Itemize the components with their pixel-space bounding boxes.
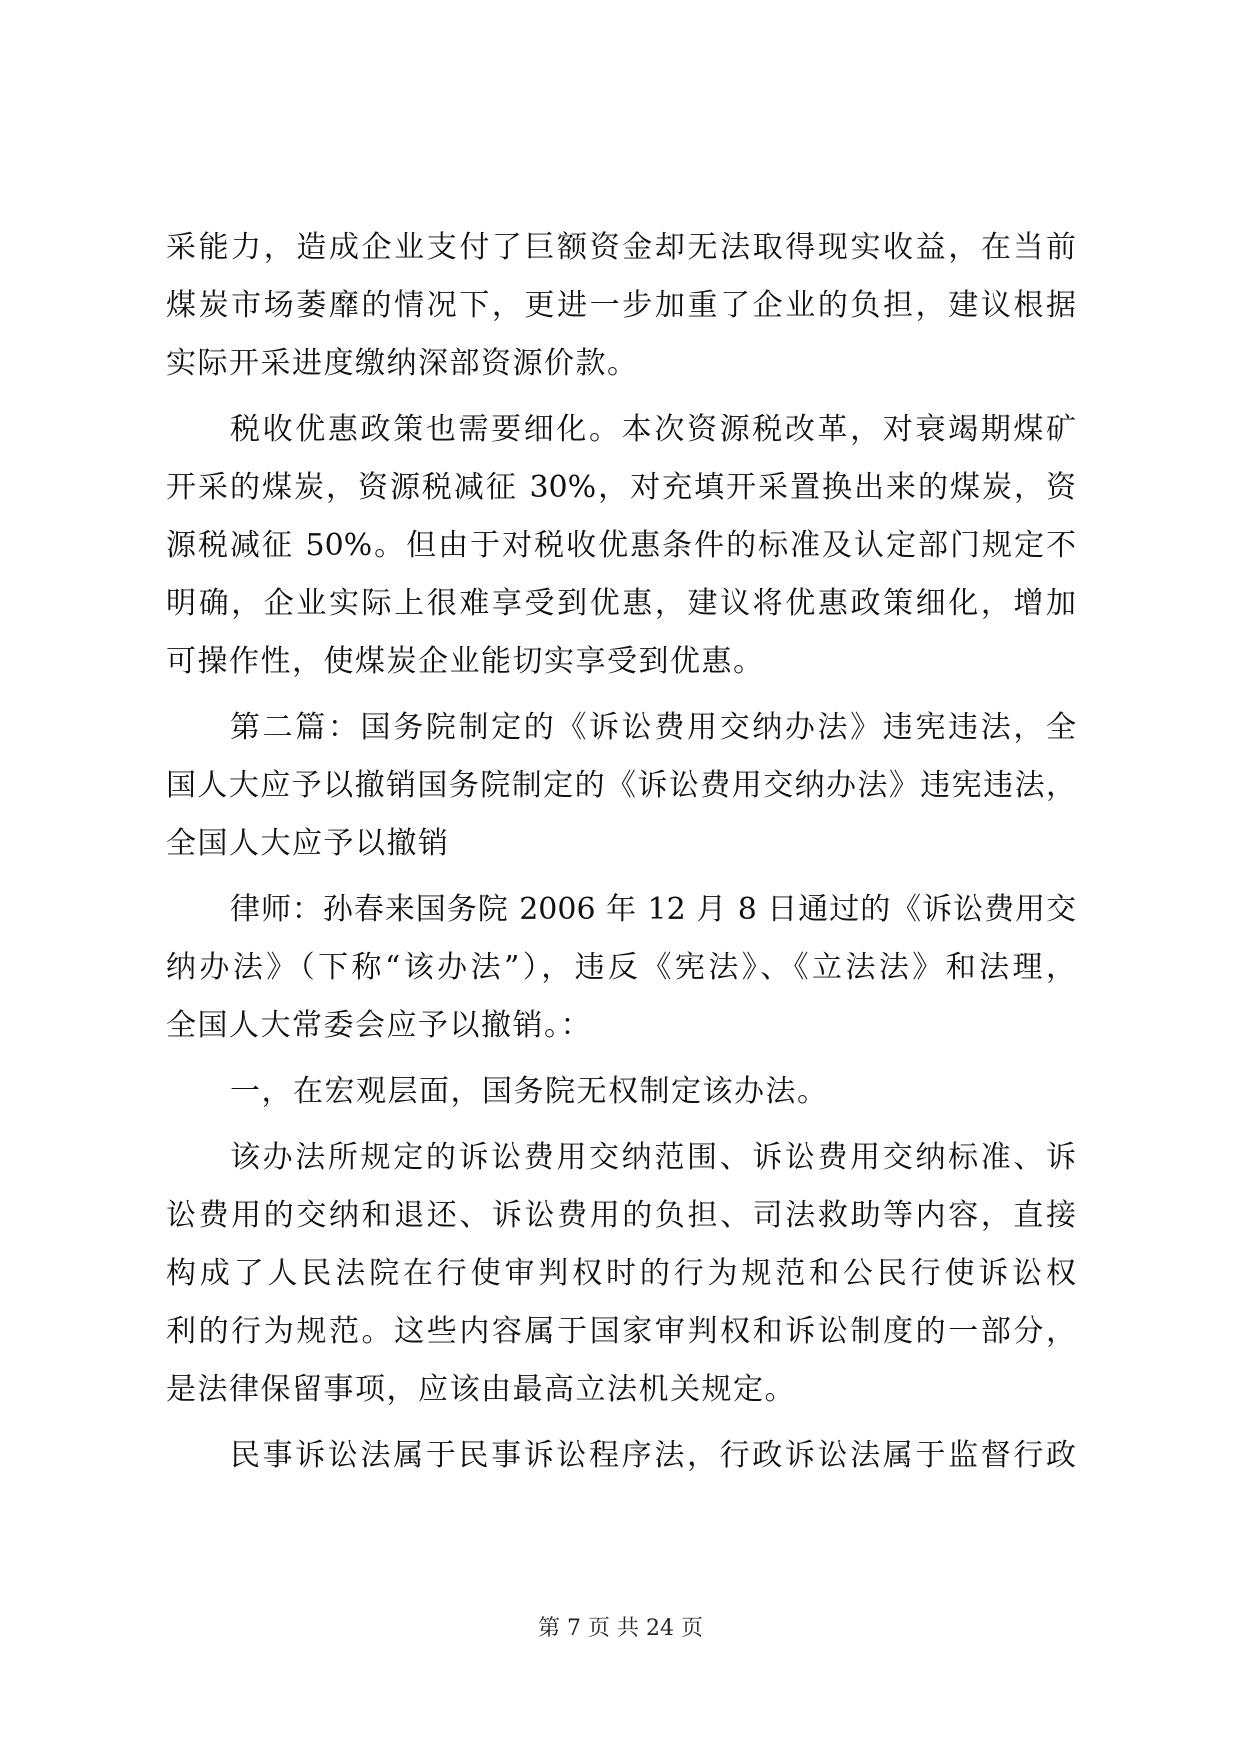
- text-line: 一，在宏观层面，国务院无权制定该办法。: [230, 1074, 829, 1109]
- text-line: 构成了人民法院在行使审判权时的行为规范和公民行使诉讼权: [166, 1256, 1076, 1291]
- text-line: 国人大应予以撤销国务院制定的《诉讼费用交纳办法》违宪违法，: [166, 768, 1076, 803]
- text-line: 开采的煤炭，资源税减征 30%，对充填开采置换出来的煤炭，资: [166, 470, 1076, 505]
- text-line: 可操作性，使煤炭企业能切实享受到优惠。: [166, 644, 765, 679]
- text-line: 实际开采进度缴纳深部资源价款。: [166, 346, 639, 381]
- text-line: 明确，企业实际上很难享受到优惠，建议将优惠政策细化，增加: [166, 586, 1076, 621]
- text-line: 律师：孙春来国务院 2006 年 12 月 8 日通过的《诉讼费用交: [230, 892, 1076, 927]
- text-line: 采能力，造成企业支付了巨额资金却无法取得现实收益，在当前: [166, 230, 1076, 265]
- text-line: 全国人大应予以撤销: [166, 826, 450, 861]
- text-line: 讼费用的交纳和退还、诉讼费用的负担、司法救助等内容，直接: [166, 1198, 1076, 1233]
- text-line: 纳办法》（下称“该办法”），违反《宪法》、《立法法》和法理，: [166, 950, 1076, 985]
- text-line: 利的行为规范。这些内容属于国家审判权和诉讼制度的一部分，: [166, 1314, 1076, 1349]
- page-footer: 第 7 页 共 24 页: [538, 1616, 703, 1641]
- text-line: 第二篇：国务院制定的《诉讼费用交纳办法》违宪违法，全: [230, 710, 1076, 745]
- text-line: 该办法所规定的诉讼费用交纳范围、诉讼费用交纳标准、诉: [230, 1140, 1076, 1175]
- text-line: 煤炭市场萎靡的情况下，更进一步加重了企业的负担，建议根据: [166, 288, 1076, 323]
- text-line: 民事诉讼法属于民事诉讼程序法，行政诉讼法属于监督行政: [230, 1438, 1076, 1473]
- text-line: 是法律保留事项，应该由最高立法机关规定。: [166, 1372, 796, 1407]
- text-line: 全国人大常委会应予以撤销。：: [166, 1008, 592, 1043]
- text-line: 税收优惠政策也需要细化。本次资源税改革，对衰竭期煤矿: [230, 412, 1076, 447]
- text-line: 源税减征 50%。但由于对税收优惠条件的标准及认定部门规定不: [166, 528, 1076, 563]
